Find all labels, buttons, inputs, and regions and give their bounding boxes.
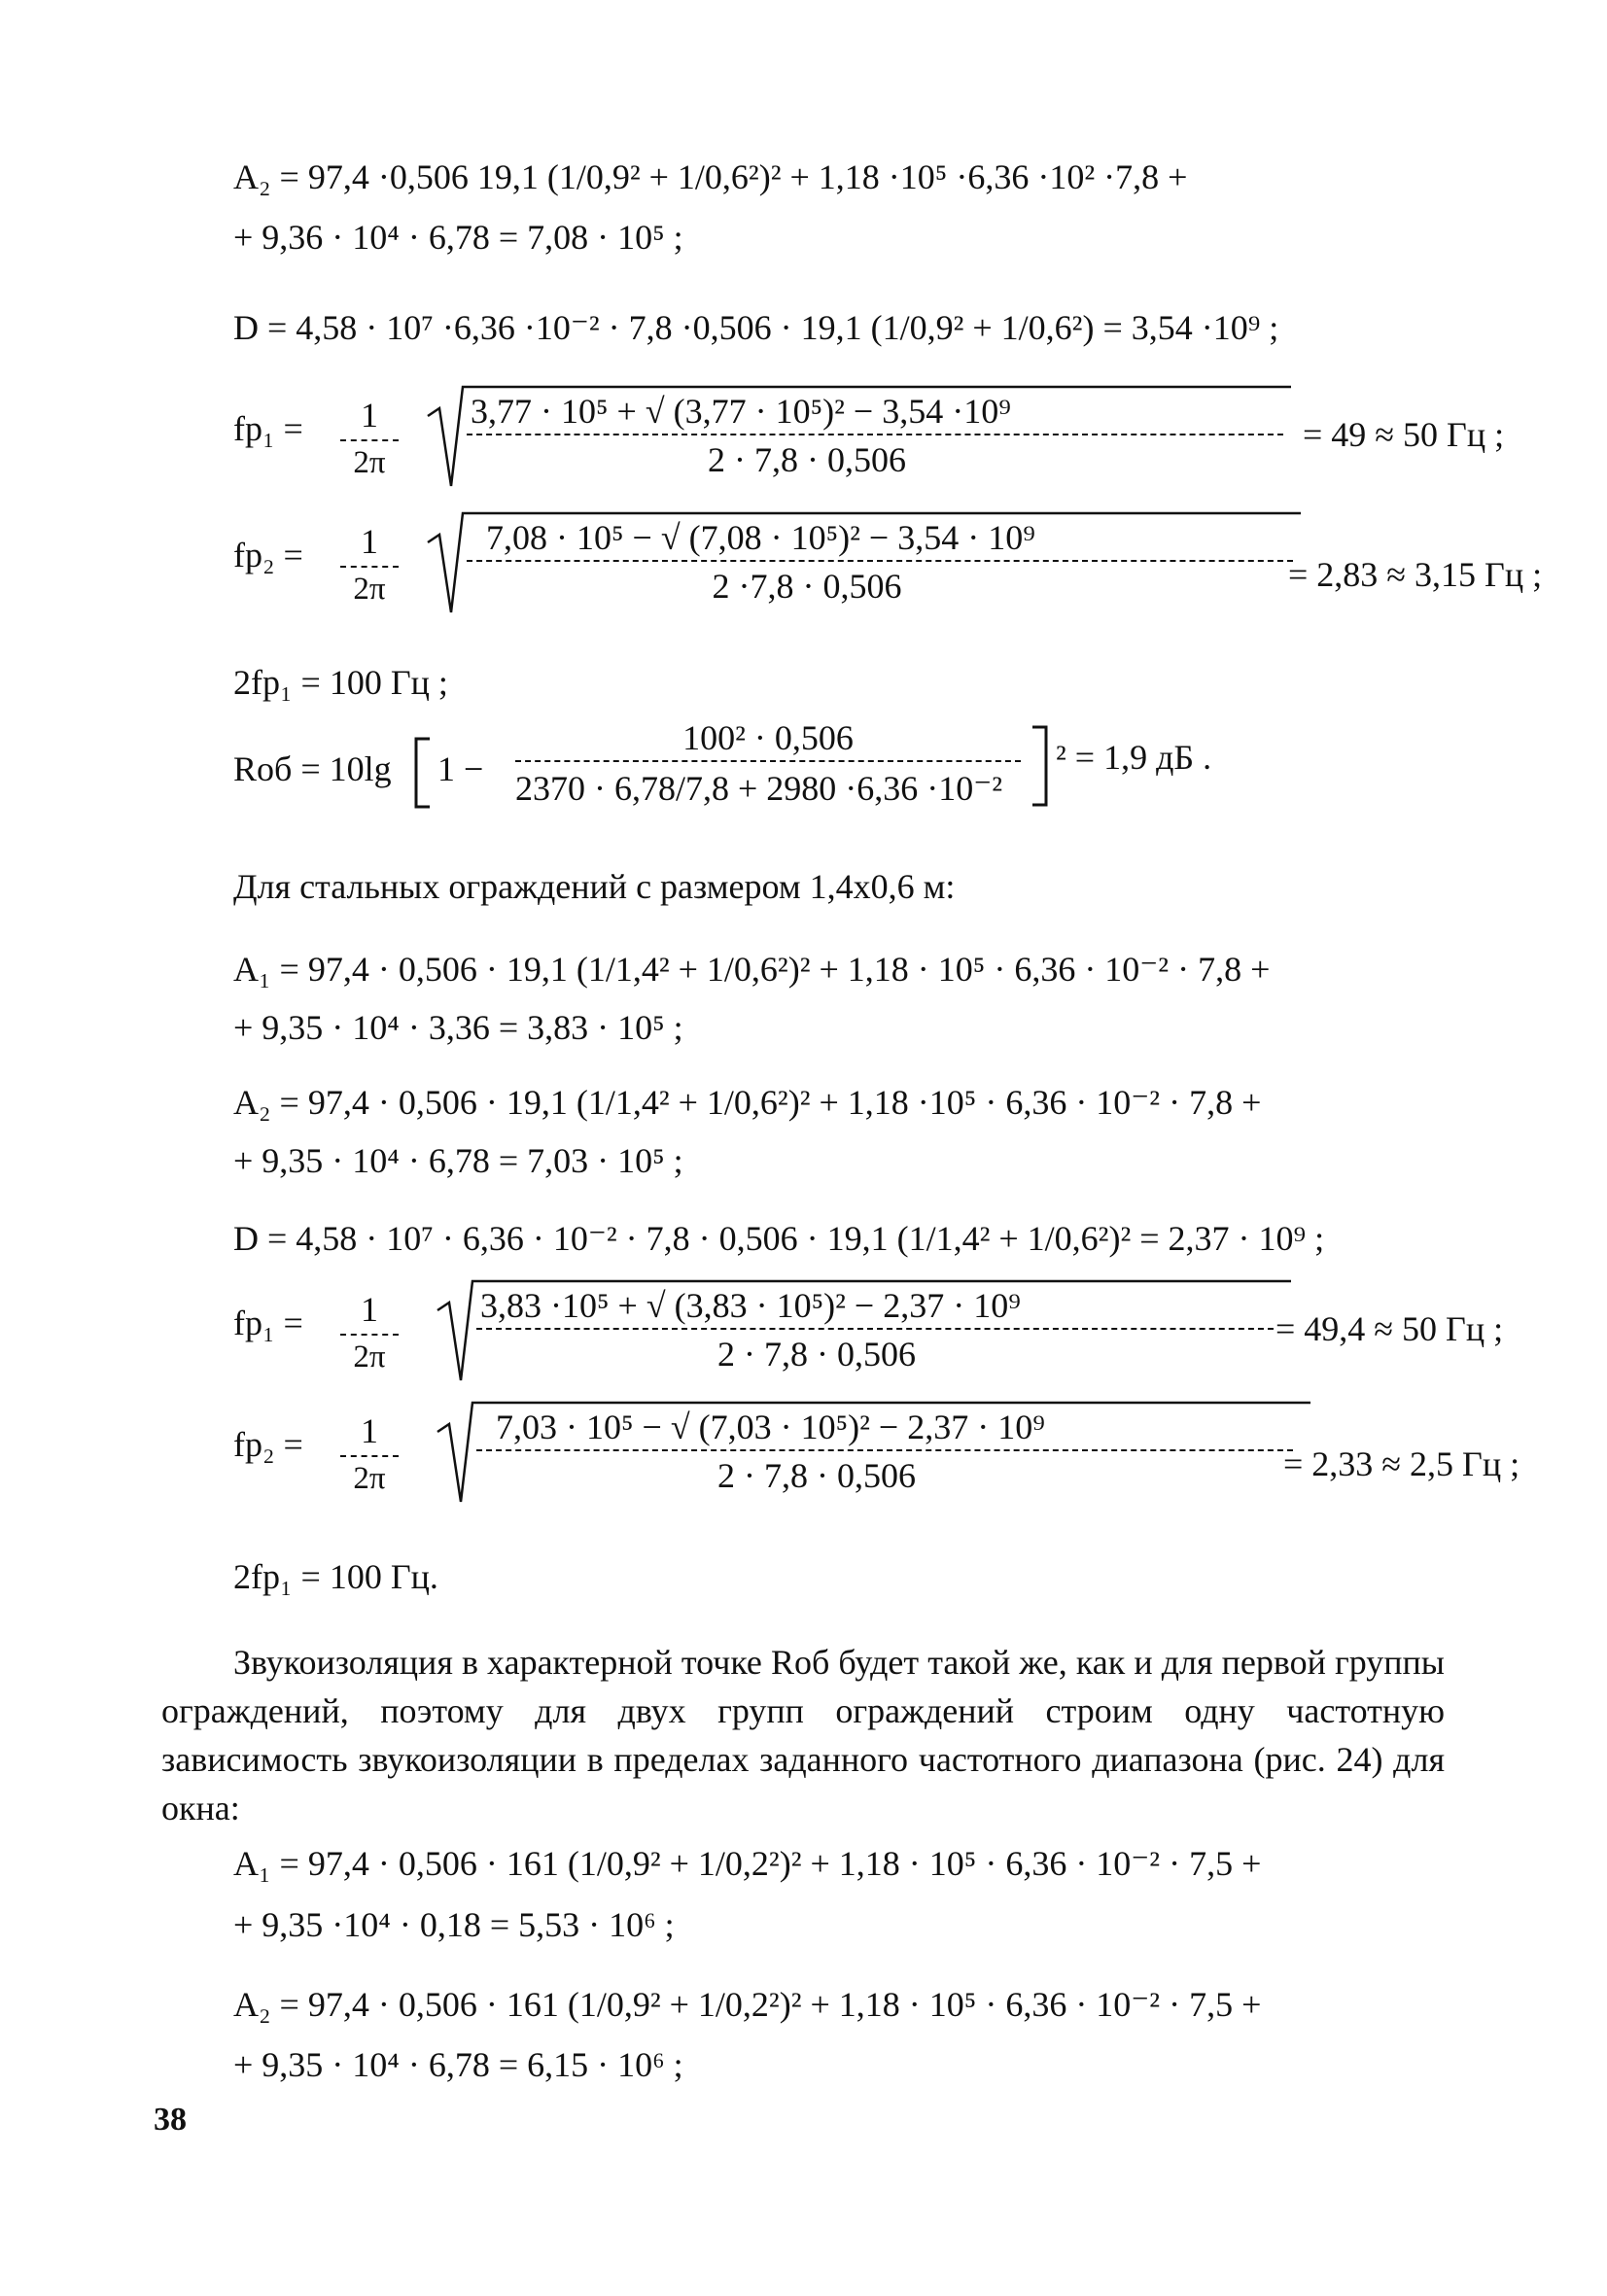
- equation-fp2-block1: [233, 505, 1543, 632]
- fp2-result: = 2,83 ≈ 3,15 Гц ;: [1288, 555, 1543, 594]
- radical-numerator: 3,77 · 10⁵ + √ (3,77 · 10⁵)² − 3,54 ·10⁹: [471, 392, 1011, 431]
- fraction-line: [515, 760, 1021, 762]
- fraction-denominator: 2π: [353, 572, 386, 607]
- fraction-line: [340, 1334, 399, 1336]
- radical: [428, 379, 1293, 496]
- fp2-label: fp₂ =: [233, 536, 303, 574]
- fraction-line: [467, 560, 1293, 562]
- fraction-line: [476, 1449, 1293, 1451]
- equation-d: D = 4,58 · 10⁷ ·6,36 ·10⁻² · 7,8 ·0,506 · 19,1 (1/0,9² + 1/0,6²) = 3,54 ·10⁹ ;: [233, 308, 1279, 347]
- radical-denominator: 2 · 7,8 · 0,506: [717, 1335, 916, 1374]
- fraction-numerator: 1: [361, 1411, 378, 1450]
- equation-2fp1: 2fp₁ = 100 Гц.: [233, 1557, 438, 1596]
- fraction-numerator: 1: [361, 396, 378, 435]
- fraction-line: [340, 566, 399, 568]
- one-minus: 1 −: [437, 749, 484, 788]
- equation-a1-line2: + 9,35 ·10⁴ · 0,18 = 5,53 · 10⁶ ;: [233, 1905, 675, 1944]
- page-number: 38: [154, 2102, 187, 2138]
- radical-denominator: 2 · 7,8 · 0,506: [717, 1456, 916, 1495]
- fp2-result: = 2,33 ≈ 2,5 Гц ;: [1283, 1444, 1520, 1483]
- radical: [437, 1395, 1312, 1512]
- fp1-result: = 49,4 ≈ 50 Гц ;: [1275, 1309, 1504, 1348]
- fp2-label: fp₂ =: [233, 1425, 303, 1464]
- fraction-numerator: 1: [361, 522, 378, 561]
- fraction-denominator: 2π: [353, 445, 386, 480]
- fp1-result: = 49 ≈ 50 Гц ;: [1303, 415, 1505, 454]
- radical-denominator: 2 ·7,8 · 0,506: [712, 567, 902, 606]
- fraction-denominator: 2π: [353, 1339, 386, 1374]
- r-ob-label: Rоб = 10lg: [233, 749, 392, 788]
- equation-d: D = 4,58 · 10⁷ · 6,36 · 10⁻² · 7,8 · 0,506 · 19,1 (1/1,4² + 1/0,6²)² = 2,37 · 10⁹ ;: [233, 1219, 1325, 1258]
- equation-r-ob: [233, 717, 1303, 815]
- left-bracket: [412, 737, 432, 809]
- equation-a1-line1: A₁ = 97,4 · 0,506 · 19,1 (1/1,4² + 1/0,6²)² + 1,18 · 10⁵ · 6,36 · 10⁻² · 7,8 +: [233, 950, 1271, 989]
- fraction-line: [467, 434, 1283, 435]
- equation-a2-line1: A₂ = 97,4 · 0,506 · 19,1 (1/1,4² + 1/0,6²)² + 1,18 ·10⁵ · 6,36 · 10⁻² · 7,8 +: [233, 1083, 1262, 1122]
- fraction-line: [340, 439, 399, 441]
- equation-a2-line2: + 9,35 · 10⁴ · 6,78 = 7,03 · 10⁵ ;: [233, 1141, 683, 1180]
- body-paragraph: Звукоизоляция в характерной точке Rоб будет такой же, как и для первой группы ограждений, поэтому для двух групп ограждений строим одну частотную зависимость звукоизоляции в пределах заданного частотного диапазона (рис. 24) для окна:: [161, 1643, 1445, 1827]
- r-ob-denominator: 2370 · 6,78/7,8 + 2980 ·6,36 ·10⁻²: [515, 769, 1003, 808]
- fraction-denominator: 2π: [353, 1461, 386, 1496]
- equation-a2-line1: A₂ = 97,4 · 0,506 · 161 (1/0,9² + 1/0,2²)² + 1,18 · 10⁵ · 6,36 · 10⁻² · 7,5 +: [233, 1985, 1262, 2024]
- radical-numerator: 3,83 ·10⁵ + √ (3,83 · 10⁵)² − 2,37 · 10⁹: [480, 1286, 1021, 1325]
- equation-2fp1: 2fp₁ = 100 Гц ;: [233, 663, 448, 702]
- fp1-label: fp₁ =: [233, 409, 303, 448]
- equation-a1-line1: A₁ = 97,4 · 0,506 · 161 (1/0,9² + 1/0,2²)² + 1,18 · 10⁵ · 6,36 · 10⁻² · 7,5 +: [233, 1844, 1262, 1883]
- r-ob-result: ² = 1,9 дБ .: [1056, 738, 1212, 777]
- equation-a2-line2: + 9,35 · 10⁴ · 6,78 = 6,15 · 10⁶ ;: [233, 2045, 683, 2084]
- equation-a1-line2: + 9,35 · 10⁴ · 3,36 = 3,83 · 10⁵ ;: [233, 1008, 683, 1047]
- equation-fp2-block2: [233, 1395, 1520, 1521]
- fp1-label: fp₁ =: [233, 1304, 303, 1342]
- equation-a2-line2: + 9,36 · 10⁴ · 6,78 = 7,08 · 10⁵ ;: [233, 218, 683, 257]
- fraction-numerator: 1: [361, 1290, 378, 1329]
- r-ob-numerator: 100² · 0,506: [682, 718, 854, 757]
- equation-fp1-block1: [233, 379, 1505, 505]
- fraction-line: [476, 1328, 1274, 1330]
- fraction-line: [340, 1455, 399, 1457]
- radical: [437, 1273, 1293, 1390]
- equation-a2-line1: A₂ = 97,4 ·0,506 19,1 (1/0,9² + 1/0,6²)² + 1,18 ·10⁵ ·6,36 ·10² ·7,8 +: [233, 157, 1188, 196]
- steel-intro-text: Для стальных ограждений с размером 1,4x0,6 м:: [233, 867, 956, 906]
- equation-fp1-block2: [233, 1273, 1504, 1400]
- radical-numerator: 7,03 · 10⁵ − √ (7,03 · 10⁵)² − 2,37 · 10⁹: [496, 1408, 1045, 1446]
- right-bracket: [1031, 725, 1050, 807]
- radical-numerator: 7,08 · 10⁵ − √ (7,08 · 10⁵)² − 3,54 · 10⁹: [486, 518, 1035, 557]
- radical-denominator: 2 · 7,8 · 0,506: [708, 440, 906, 479]
- radical: [428, 505, 1303, 622]
